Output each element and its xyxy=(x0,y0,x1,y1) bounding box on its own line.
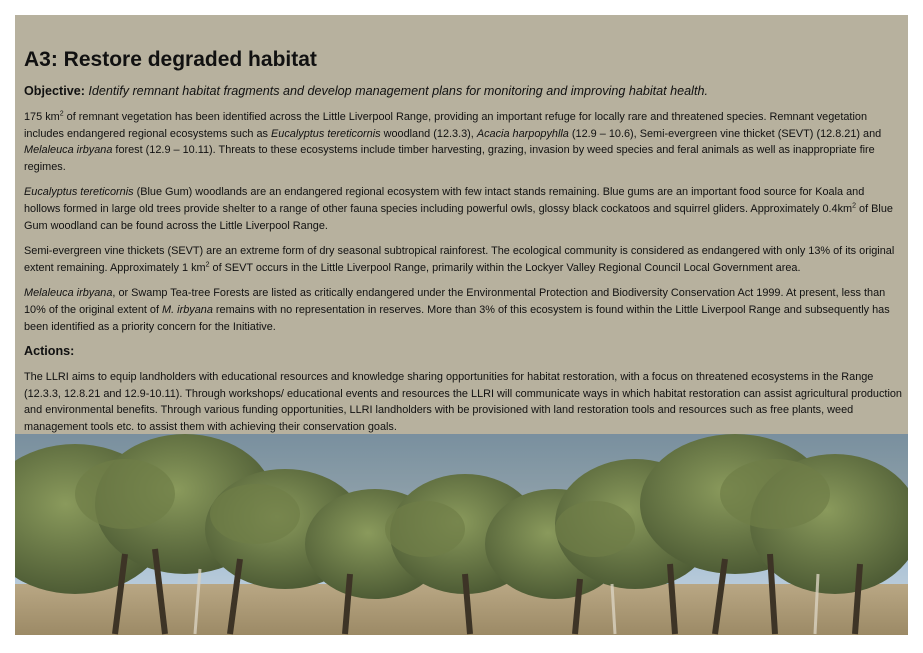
woodland-photo-image xyxy=(15,434,908,635)
paragraph-melaleuca xyxy=(24,285,902,335)
document-page xyxy=(15,15,908,635)
species-name: Melaleuca irbyana xyxy=(24,144,113,157)
text-run: woodland (12.3.3), xyxy=(380,127,477,140)
superscript: 2 xyxy=(59,110,64,118)
species-name: Acacia harpopyhlla xyxy=(476,127,569,140)
actions-heading: Actions: xyxy=(24,344,75,359)
superscript: 2 xyxy=(205,261,210,269)
superscript: 2 xyxy=(852,202,857,210)
text-run: , or Swamp Tea-tree Forests are listed as critically endangered under the Environmental Protection and Biodiversity Conservation Act 1999. At present, less than 10% of the original extent of xyxy=(24,287,886,316)
objective-label: Objective: xyxy=(24,84,85,98)
species-name: Eucalyptus tereticornis xyxy=(271,127,381,140)
species-name: Eucalyptus tereticornis xyxy=(24,186,134,199)
page-content xyxy=(24,15,902,436)
actions-text: The LLRI aims to equip landholders with educational resources and knowledge sharing opportunities for habitat restoration, with a focus on threatened ecosystems in the Range (12.3.3, 12.8.21 and 12.9-10.11). Through workshops/ educational events and resources the LLRI will communicate ways in which habitat restoration can assist agricultural production and environmental benefits. Through various funding opportunities, LLRI landholders with be provisioned with land restoration tools and resources such as free plants, weed management tools etc. to assist them with achieving their conservation goals. xyxy=(24,371,902,433)
woodland-photo xyxy=(15,434,908,635)
objective xyxy=(24,83,902,100)
paragraph-blue-gum xyxy=(24,184,902,234)
text-run: of remnant vegetation has been identified across the Little Liverpool Range, providing an important refuge for locally rare and threatened species. Remnant vegetation includes endangered regional ecosystems such as xyxy=(24,111,867,140)
text-run: (12.9 – 10.6), Semi-evergreen vine thicket (SEVT) (12.8.21) and xyxy=(568,127,882,140)
paragraph-sevt xyxy=(24,243,902,276)
species-name: M. irbyana xyxy=(162,303,213,316)
text-run: of Blue Gum woodland can be found across the Little Liverpool Range. xyxy=(24,202,893,232)
section-title: A3: Restore degraded habitat xyxy=(24,48,317,71)
paragraph-remnant-vegetation xyxy=(24,109,902,175)
text-run: remains with no representation in reserves. More than 3% of this ecosystem is found within the Little Liverpool Range and subsequently has been identified as a priority concern for the Initiative. xyxy=(24,303,890,333)
text-run: Semi-evergreen vine thickets (SEVT) are an extreme form of dry seasonal subtropical rainforest. The ecological community is considered as endangered with only 13% of its original extent remaining. Approximately 1 km xyxy=(24,245,895,274)
text-run: of SEVT occurs in the Little Liverpool Range, primarily within the Lockyer Valley Regional Council Local Government area. xyxy=(209,261,801,274)
species-name: Melaleuca irbyana xyxy=(24,287,113,300)
text-run: (Blue Gum) woodlands are an endangered regional ecosystem with few intact stands remaining. Blue gums are an important food source for Koala and hollows formed in large old trees provide shelter to a range of other fauna species including powerful owls, glossy black cockatoos and squirrel gliders. Approximately 0.4km xyxy=(24,186,865,215)
text-run: forest (12.9 – 10.11). Threats to these ecosystems include timber harvesting, grazing, invasion by weed species and feral animals as well as inappropriate fire regimes. xyxy=(24,144,875,173)
objective-text: Identify remnant habitat fragments and develop management plans for monitoring and improving habitat health. xyxy=(88,84,708,98)
text-run: 175 km xyxy=(24,111,60,123)
